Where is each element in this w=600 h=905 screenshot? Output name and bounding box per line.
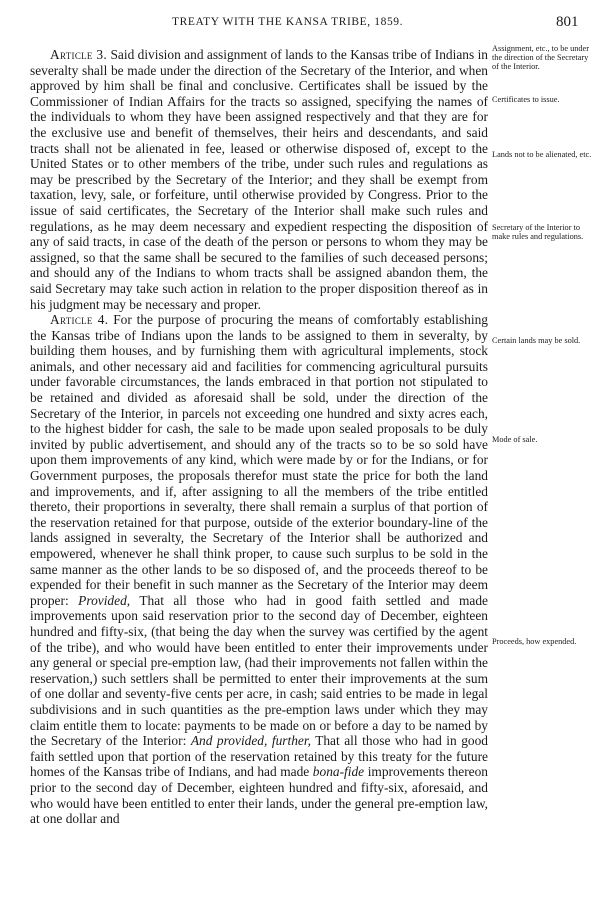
margin-note-rules: Secretary of the Interior to make rules and regulations.: [492, 223, 584, 242]
margin-note-alienation: Lands not to be alienated, etc.: [492, 150, 592, 159]
article-4-text-3: That all those who had in good faith settled upon that portion of the reservation retained by this treaty for the future homes of the Kansas tribe of Indians, and had made: [30, 733, 488, 780]
article-4-text-2: That all those who had in good faith settled and made improvements upon said reservation prior to the second day of December, eighteen hundred and fifty-six, (that being the day when the survey was certified by the agent of the tribe), and who would have been entitled to enter their improvements under any general or special pre-emption law, (had their improvements not fallen within the reservation,) such settlers shall be permitted to enter their improvements at the sum of one dollar and seventy-five cents per acre, in cash; said entries to be made in legal subdivisions and in such quantities as the pre-emption laws under which they may claim entitle them to locate: payments to be made on or before a day to be named by the Secretary of the Interior:: [30, 592, 488, 749]
margin-note-proceeds: Proceeds, how expended.: [492, 637, 577, 646]
article-4-heading: Article 4.: [50, 312, 109, 328]
bona-fide-phrase: bona-fide: [312, 764, 365, 780]
article-3-text: Said division and assignment of lands to the Kansas tribe of Indians in severalty shall be made under the direction of the Secretary of the Interior, and when approved by him shall be final and conclusive. Certificates shall be issued by the Commissioner of Indian Affairs for the tracts so assigned, specifying the names of the individuals to whom they have been assigned respectively and that they are for the exclusive use and benefit of themselves, their heirs and descendants, and said tracts shall not be alienated in fee, leased or otherwise disposed of, except to the United States or to other members of the tribe, under such rules and regulations as may be prescribed by the Secretary of the Interior; and they shall be exempt from taxation, levy, sale, or forfeiture, until otherwise provided by Congress. Prior to the issue of said certificates, the Secretary of the Interior shall make such rules and regulations, as he may deem necessary and expedient respecting the disposition of any of said tracts, in case of the death of the person or persons to whom they may be assigned, so that the same shall be secured to the families of such deceased persons; and should any of the Indians to whom tracts shall be assigned abandon them, the said Secretary may take such action in relation to the proper disposition thereof as in his judgment may be necessary and proper.: [30, 47, 488, 312]
provided-phrase: Provided,: [78, 592, 131, 608]
article-3-heading: Article 3.: [50, 47, 108, 62]
main-text: [30, 47, 488, 827]
provided-further-phrase: And provided, further,: [190, 733, 311, 749]
article-4-paragraph: [30, 312, 488, 827]
article-3-paragraph: [30, 47, 488, 312]
page-number: 801: [556, 14, 579, 30]
margin-note-assignment: Assignment, etc., to be under the direction of the Secretary of the Interior.: [492, 44, 590, 72]
article-4-text-1: For the purpose of procuring the means of comfortably establishing the Kansas tribe of Indians upon the lands to be assigned to them in severalty, by building them houses, and by furnishing them with agricultural implements, stock animals, and other necessary aid and facilities for commencing agricultural pursuits under favorable circumstances, the lands embraced in that portion not stipulated to be retained and divided as aforesaid shall be sold, under the direction of the Secretary of the Interior, in parcels not exceeding one hundred and sixty acres each, to the highest bidder for cash, the sale to be made upon sealed proposals to be duly invited by public advertisement, and should any of the tracts so to be so sold have upon them improvements of any kind, which were made by or for the Indians, or for Government purposes, the proposals therefor must state the price for both the land and improvements, and if, after assigning to all the members of the tribe entitled thereto, their proportions in severalty, there shall remain a surplus of that portion of the reservation retained for that purpose, outside of the exterior boundary-line of the lands assigned in severalty, the Secretary of the Interior shall be authorized and empowered, whenever he shall think proper, to cause such surplus to be sold in the same manner as the other lands to be so disposed of, and the proceeds thereof to be expended for their benefit in such manner as the Secretary of the Interior may deem proper:: [30, 312, 488, 608]
page-header: [0, 14, 600, 34]
article-4-text-4: improvements thereon prior to the second day of December, eighteen hundred and fifty-six, aforesaid, and who would have been entitled to enter their lands, under the general pre-emption law, at one dollar and: [30, 764, 488, 827]
running-title: TREATY WITH THE KANSA TRIBE, 1859.: [172, 16, 404, 28]
margin-note-mode-of-sale: Mode of sale.: [492, 435, 538, 444]
margin-note-certificates: Certificates to issue.: [492, 95, 560, 104]
margin-note-lands-sold: Certain lands may be sold.: [492, 336, 581, 345]
